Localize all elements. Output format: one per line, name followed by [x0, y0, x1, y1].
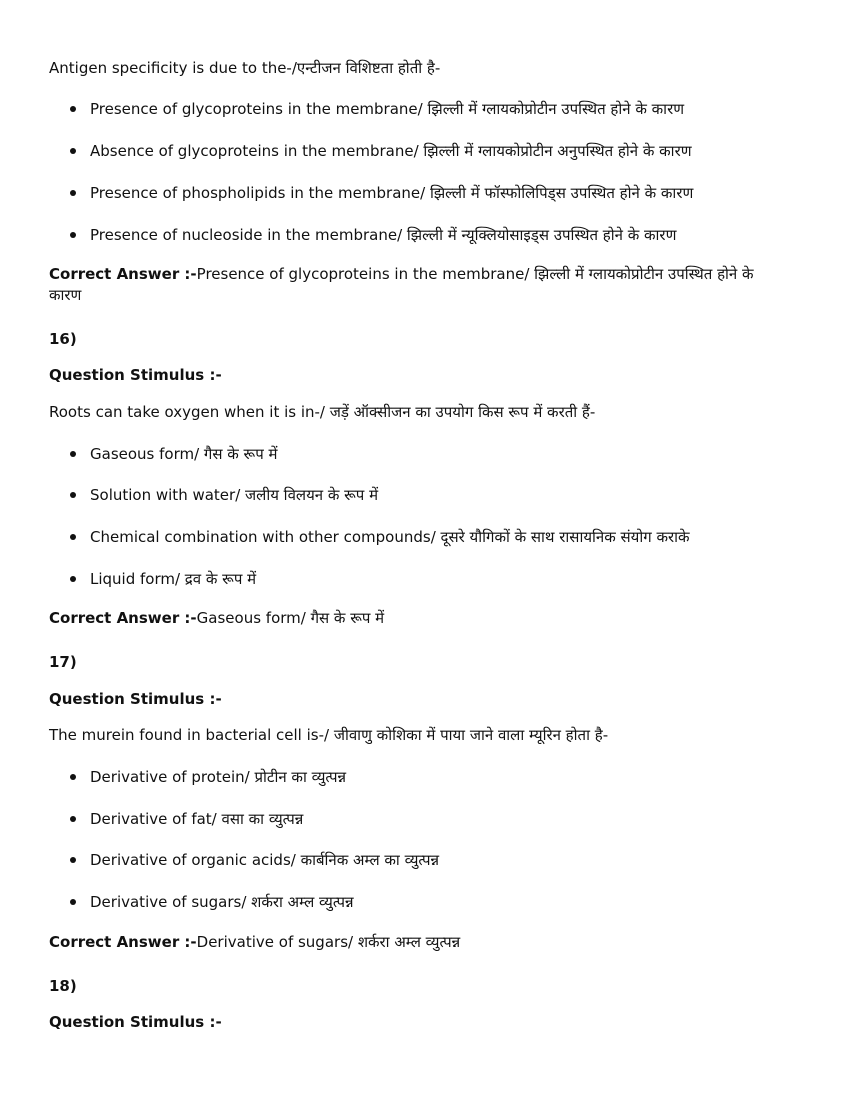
q17-option-4: [90, 892, 354, 912]
option-text: Absence of glycoproteins in the membrane/ झिल्ली में ग्लायकोप्रोटीन अनुपस्थित होने के कारण: [90, 142, 692, 160]
q15-option-2: [90, 141, 692, 161]
bullet-icon: [70, 534, 76, 540]
bullet-icon: [70, 232, 76, 238]
option-text: Liquid form/ द्रव के रूप में: [90, 570, 257, 588]
answer-label: Correct Answer :-: [49, 933, 197, 951]
option-text: Presence of nucleoside in the membrane/ झिल्ली में न्यूक्लियोसाइड्स उपस्थित होने के कारण: [90, 226, 677, 244]
answer-label: Correct Answer :-: [49, 609, 197, 627]
answer-text: Gaseous form/ गैस के रूप में: [196, 609, 385, 627]
q17-number: 17): [49, 653, 77, 671]
q15-option-3: [90, 183, 693, 203]
q17-stimulus-label: Question Stimulus :-: [49, 690, 222, 708]
bullet-icon: [70, 190, 76, 196]
bullet-icon: [70, 899, 76, 905]
bullet-icon: [70, 857, 76, 863]
answer-label: Correct Answer :-: [49, 265, 197, 283]
option-text: Solution with water/ जलीय विलयन के रूप में: [90, 486, 379, 504]
q16-option-3: [90, 527, 690, 547]
bullet-icon: [70, 816, 76, 822]
q16-stimulus-label: Question Stimulus :-: [49, 366, 222, 384]
q15-option-1: [90, 99, 684, 119]
q16-number: 16): [49, 330, 77, 348]
bullet-icon: [70, 492, 76, 498]
q17-option-2: [90, 809, 303, 829]
q16-stimulus: Roots can take oxygen when it is in-/ जड़ें ऑक्सीजन का उपयोग किस रूप में करती हैं-: [49, 403, 596, 421]
option-text: Derivative of protein/ प्रोटीन का व्युत्पन्न: [90, 768, 347, 786]
option-text: Presence of phospholipids in the membrane/ झिल्ली में फॉस्फोलिपिड्स उपस्थित होने के कारण: [90, 184, 694, 202]
option-text: Derivative of sugars/ शर्करा अम्ल व्युत्पन्न: [90, 893, 354, 911]
bullet-icon: [70, 148, 76, 154]
q18-stimulus-label: Question Stimulus :-: [49, 1013, 222, 1031]
q16-option-2: [90, 485, 378, 505]
answer-text: Derivative of sugars/ शर्करा अम्ल व्युत्पन्न: [196, 933, 461, 951]
option-text: Presence of glycoproteins in the membrane/ झिल्ली में ग्लायकोप्रोटीन उपस्थित होने के कारण: [90, 100, 685, 118]
q15-correct-answer: [49, 264, 789, 306]
q17-stimulus: The murein found in bacterial cell is-/ जीवाणु कोशिका में पाया जाने वाला म्यूरिन होता है-: [49, 726, 609, 744]
q16-option-4: [90, 569, 256, 589]
bullet-icon: [70, 576, 76, 582]
answer-text: Presence of glycoproteins in the membrane/ झिल्ली में ग्लायकोप्रोटीन उपस्थित होने के कारण: [49, 265, 754, 304]
bullet-icon: [70, 451, 76, 457]
option-text: Chemical combination with other compounds/ दूसरे यौगिकों के साथ रासायनिक संयोग कराके: [90, 528, 690, 546]
option-text: Derivative of fat/ वसा का व्युत्पन्न: [90, 810, 304, 828]
q15-option-4: [90, 225, 676, 245]
option-text: Gaseous form/ गैस के रूप में: [90, 445, 278, 463]
q16-correct-answer: [49, 608, 789, 629]
q17-correct-answer: [49, 932, 789, 953]
q17-option-1: [90, 767, 346, 787]
q18-number: 18): [49, 977, 77, 995]
bullet-icon: [70, 774, 76, 780]
q17-option-3: [90, 850, 439, 870]
bullet-icon: [70, 106, 76, 112]
option-text: Derivative of organic acids/ कार्बनिक अम्ल का व्युत्पन्न: [90, 851, 440, 869]
q16-option-1: [90, 444, 277, 464]
q15-stimulus: Antigen specificity is due to the-/एन्टीजन विशिष्टता होती है-: [49, 59, 441, 77]
